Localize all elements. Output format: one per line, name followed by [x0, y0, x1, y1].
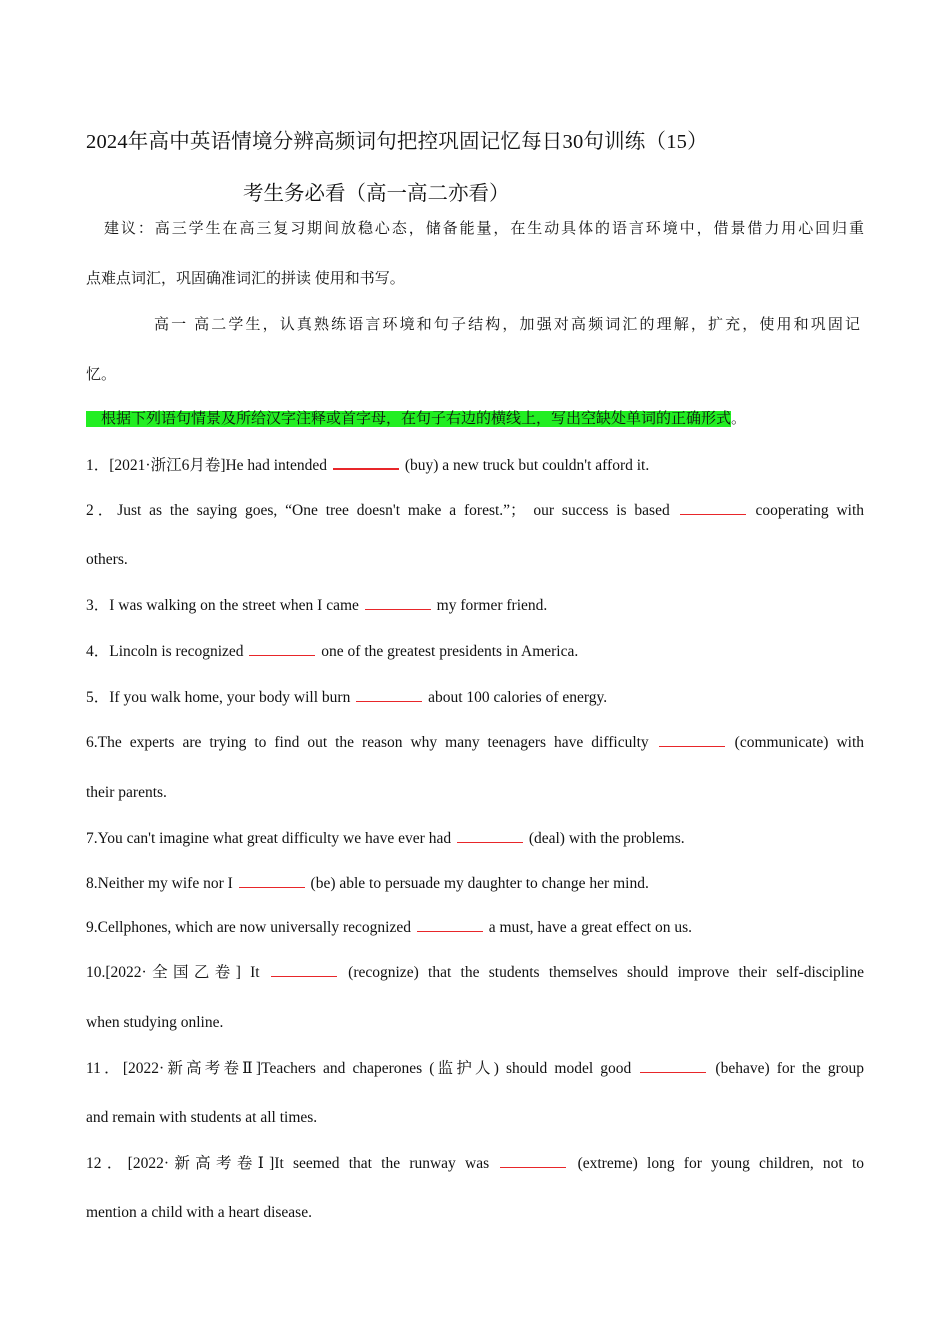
page-title: 2024年高中英语情境分辨高频词句把控巩固记忆每日30句训练（15） [86, 131, 708, 153]
answer-blank[interactable] [249, 640, 315, 656]
answer-blank[interactable] [239, 872, 305, 888]
question-10: 10.[2022·全国乙卷] It (recognize) that the students themselves should improve their self-discipline [86, 961, 864, 984]
answer-blank[interactable] [500, 1152, 566, 1168]
question-5: 5．If you walk home, your body will burn about 100 calories of energy. [86, 686, 864, 709]
question-1: 1．[2021·浙江6月卷]He had intended (buy) a new truck but couldn't afford it. [86, 453, 864, 477]
question-6: 6.The experts are trying to find out the reason why many teenagers have difficulty (communicate) with [86, 731, 864, 754]
advice-line-3: 高一 高二学生，认真熟练语言环境和句子结构，加强对高频词汇的理解，扩充，使用和巩固记 [154, 317, 860, 333]
question-6-cont: their parents. [86, 784, 167, 801]
question-8: 8.Neither my wife nor I (be) able to persuade my daughter to change her mind. [86, 872, 864, 895]
question-12-cont: mention a child with a heart disease. [86, 1204, 312, 1221]
answer-blank[interactable] [457, 827, 523, 843]
instruction: 根据下列语句情景及所给汉字注释或首字母，在句子右边的横线上，写出空缺处单词的正确形式。 [86, 408, 864, 430]
answer-blank[interactable] [659, 731, 725, 747]
answer-blank[interactable] [356, 686, 422, 702]
question-4: 4．Lincoln is recognized one of the greatest presidents in America. [86, 640, 864, 663]
answer-blank[interactable] [333, 453, 399, 470]
answer-blank[interactable] [271, 961, 337, 977]
question-10-cont: when studying online. [86, 1014, 224, 1031]
question-12: 12．[2022·新高考卷Ⅰ]It seemed that the runway was (extreme) long for young children, not to [86, 1152, 864, 1175]
answer-blank[interactable] [365, 594, 431, 610]
answer-blank[interactable] [417, 916, 483, 932]
advice-line-2: 点难点词汇，巩固确准词汇的拼读 使用和书写。 [86, 271, 405, 287]
answer-blank[interactable] [640, 1057, 706, 1073]
question-2-cont: others. [86, 551, 128, 568]
answer-blank[interactable] [680, 499, 746, 515]
advice-line-1: 建议：高三学生在高三复习期间放稳心态，储备能量，在生动具体的语言环境中，借景借力用心回归重 [104, 221, 864, 237]
question-2: 2．Just as the saying goes, “One tree doesn't make a forest.”； our success is based cooperating with [86, 499, 864, 522]
page-subtitle: 考生务必看（高一高二亦看） [243, 183, 510, 205]
question-9: 9.Cellphones, which are now universally recognized a must, have a great effect on us. [86, 916, 864, 939]
question-11-cont: and remain with students at all times. [86, 1109, 318, 1126]
question-11: 11．[2022·新高考卷Ⅱ]Teachers and chaperones (监护人) should model good (behave) for the group [86, 1057, 864, 1080]
advice-line-4: 忆。 [86, 367, 117, 383]
question-3: 3．I was walking on the street when I came my former friend. [86, 594, 864, 617]
question-7: 7.You can't imagine what great difficulty we have ever had (deal) with the problems. [86, 827, 864, 850]
instruction-highlight: 根据下列语句情景及所给汉字注释或首字母，在句子右边的横线上，写出空缺处单词的正确形式 [86, 411, 731, 427]
